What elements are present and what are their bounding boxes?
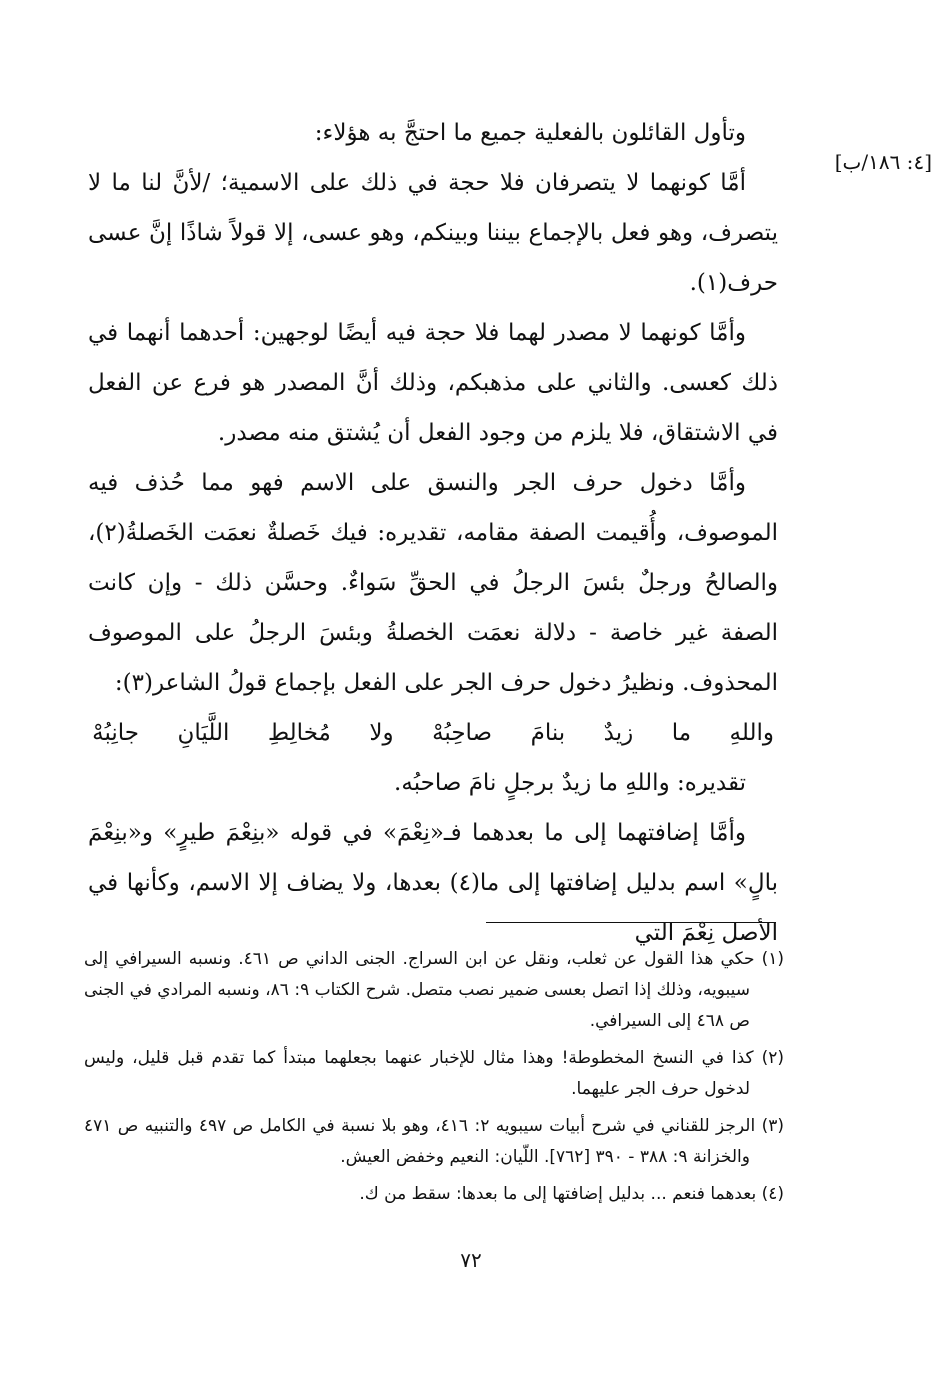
verse-word: مُخالِطِ xyxy=(267,720,331,746)
footnote-3: (٣) الرجز للقناني في شرح أبيات سيبويه ٢: ٤١٦، وهو بلا نسبة في الكامل ص ٤٩٧ والتنبيه ص ٤٧١ والخزانة ٩: ٣٨٨ - ٣٩٠ [٧٦٢]. اللّيان: النعيم وخفض العيش. xyxy=(84,1116,784,1167)
paragraph-jarr: وأمَّا دخول حرف الجر والنسق على الاسم فهو مما حُذف فيه الموصوف، وأُقيمت الصفة مقامه، تقديره: فيك خَصلةٌ نعمَت الخَصلةُ(٢)، والصالحُ ورجلٌ بئسَ الرجلُ في الحقِّ سَواءٌ. وحسَّن ذلك - وإن كانت الصفة غير خاصة - دلالة نعمَت الخصلةُ وبئسَ الرجلُ على الموصوف المحذوف. ونظيرُ دخول حرف الجر على الفعل بإجماع قولُ الشاعر(٣): xyxy=(88,470,778,696)
paragraph-masdar: وأمَّا كونهما لا مصدر لهما فلا حجة فيه أيضًا لوجهين: أحدهما أنهما في ذلك كعسى. والثاني على مذهبكم، وذلك أنَّ المصدر هو فرع عن الفعل في الاشتقاق، فلا يلزم من وجود الفعل أن يُشتق منه مصدر. xyxy=(88,320,778,446)
page-number: ٧٢ xyxy=(460,1248,482,1272)
paragraph-taqdir: تقديره: واللهِ ما زيدٌ برجلٍ نامَ صاحبُه. xyxy=(394,770,746,796)
footnote-separator xyxy=(486,922,776,923)
poetry-verse xyxy=(88,708,778,758)
main-text xyxy=(88,108,778,958)
paragraph-intro: وتأول القائلون بالفعلية جميع ما احتجَّ به هؤلاء: xyxy=(314,120,746,146)
paragraph-tasarruf: أمَّا كونهما لا يتصرفان فلا حجة في ذلك على الاسمية؛ /لأنَّ لنا ما لا يتصرف، وهو فعل بالإجماع بيننا وبينكم، وهو عسى، إلا قولاً شاذًا إنَّ عسى حرف(١). xyxy=(88,170,778,296)
verse-word: جانِبُهْ xyxy=(92,720,140,746)
footnote-2: (٢) كذا في النسخ المخطوطة! وهذا مثال للإخبار عنهما بجعلهما مبتدأ كما تقدم قبل قليل، وليس لدخول حرف الجر عليهما. xyxy=(84,1048,784,1099)
verse-word: واللهِ xyxy=(729,720,774,746)
footnotes xyxy=(84,944,784,1216)
margin-reference: [٤: ١٨٦/ب] xyxy=(834,150,932,174)
footnote-1: (١) حكي هذا القول عن ثعلب، ونقل عن ابن السراج. الجنى الداني ص ٤٦١. ونسبه السيرافي إلى سيبويه، وذلك إذا اتصل بعسى ضمير نصب متصل. شرح الكتاب ٩: ٨٦، ونسبه المرادي في الجنى ص ٤٦٨ إلى السيرافي. xyxy=(84,949,784,1031)
verse-word: ولا xyxy=(369,720,394,746)
footnote-4: (٤) بعدهما فنعم ... بدليل إضافتها إلى ما بعدها: سقط من ك. xyxy=(359,1184,784,1204)
verse-word: صاحِبُهْ xyxy=(432,720,493,746)
verse-word: ما xyxy=(671,720,692,746)
paragraph-idafa: وأمَّا إضافتهما إلى ما بعدهما فـ«نِعْمَ» في قوله «بنِعْمَ طيرٍ» و«بنِعْمَ بالٍ» اسم بدليل إضافتها إلى ما(٤) بعدها، ولا يضاف إلا الاسم، وكأنها في الأصل نِعْمَ التي xyxy=(88,820,778,946)
verse-word: بنامَ xyxy=(530,720,566,746)
verse-word: اللَّيَانِ xyxy=(177,720,230,746)
verse-word: زيدٌ xyxy=(603,720,634,746)
